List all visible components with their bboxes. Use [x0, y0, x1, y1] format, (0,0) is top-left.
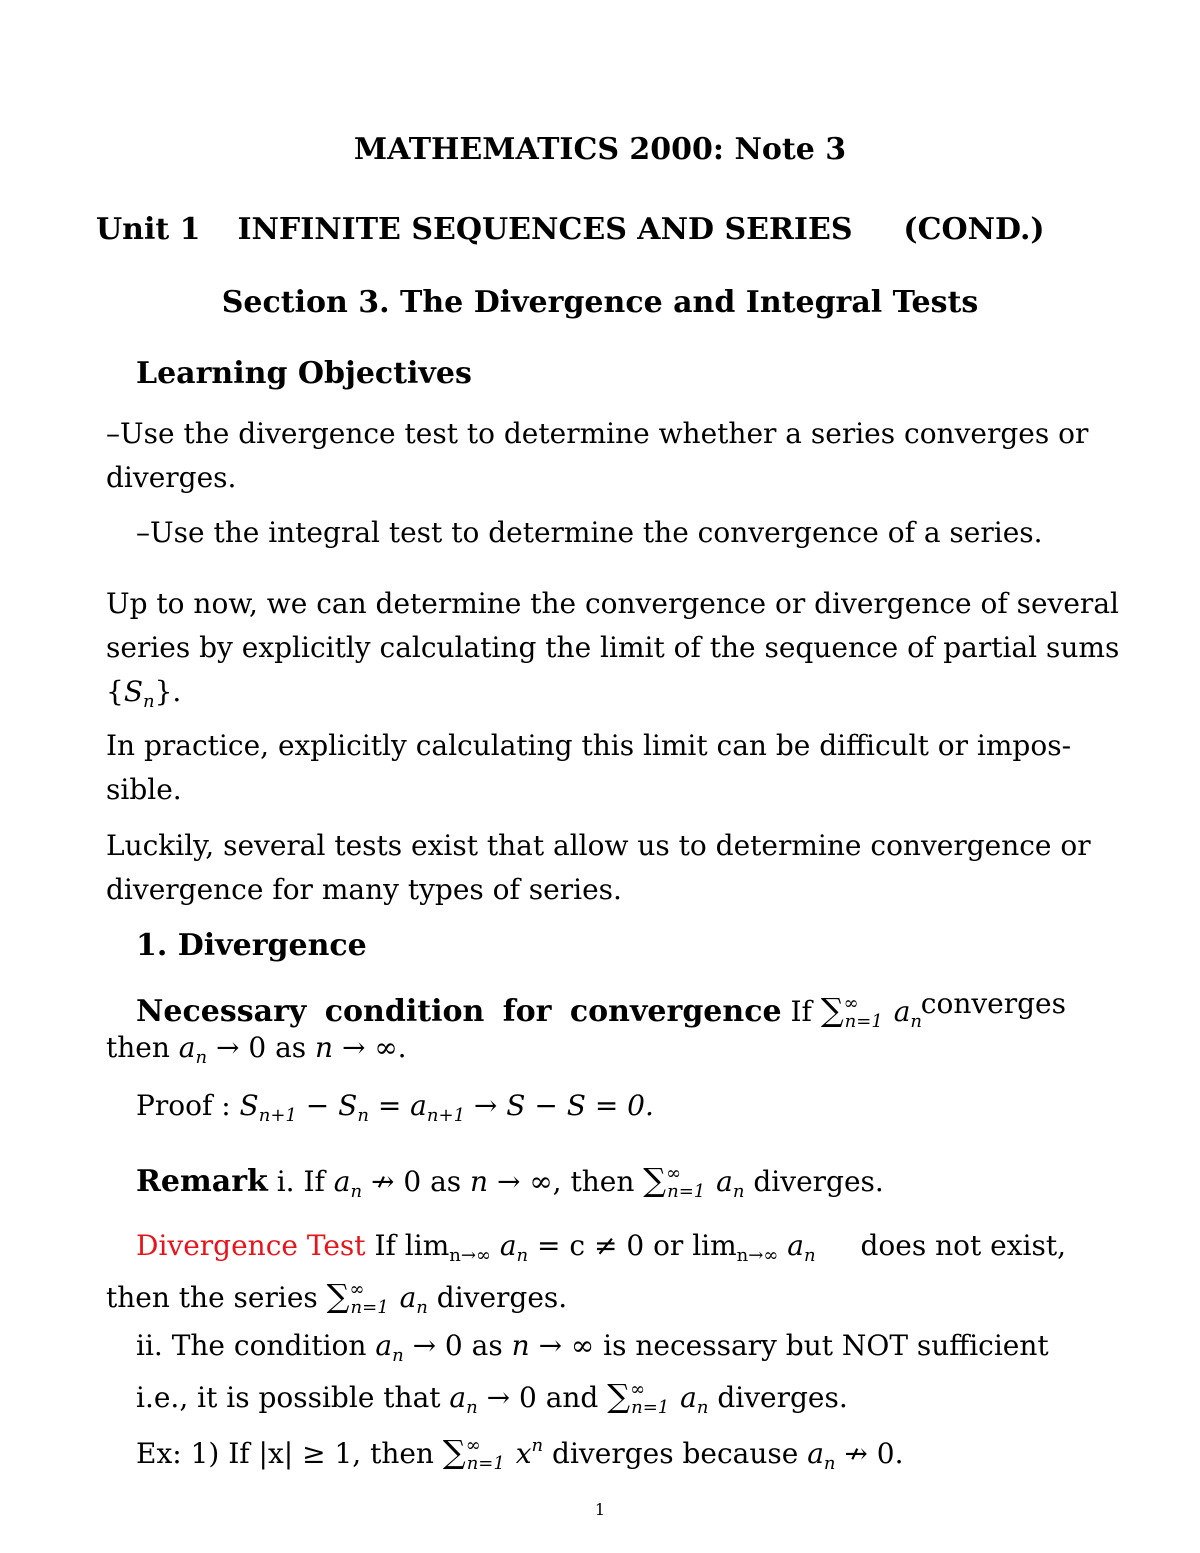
objectives-heading: Learning Objectives — [136, 356, 472, 391]
para1-line-1: Up to now, we can determine the convergence or divergence of several — [106, 587, 1119, 620]
objective-1-line-2: diverges. — [106, 461, 237, 494]
divergence-test-label: Divergence Test — [136, 1229, 366, 1262]
page-title: MATHEMATICS 2000: Note 3 — [353, 132, 847, 167]
unit-name: INFINITE SEQUENCES AND SERIES — [237, 212, 853, 247]
text-if: If — [790, 995, 812, 1028]
remark-label: Remark — [136, 1164, 268, 1199]
para2-line-2: sible. — [106, 773, 182, 806]
var-s: S — [123, 675, 144, 708]
brace-close: }. — [154, 675, 182, 708]
necessary-condition-line-2: then $a_n \to 0$ as n → ∞. — [106, 1031, 407, 1068]
example-line: Ex: 1) If |x| ≥ 1, then $\sum^\infty_{n=1}$ $x^n$ diverges because $a_n$ ↛ 0. — [136, 1433, 904, 1474]
unit-heading — [96, 212, 1086, 248]
condition-line-1: ii. The condition $a_n \to 0$ as n → ∞ is necessary but NOT sufficient — [136, 1329, 1049, 1366]
para3-line-2: divergence for many types of series. — [106, 873, 622, 906]
unit-label: Unit 1 — [96, 212, 201, 247]
unit-cond: (COND.) — [903, 212, 1045, 247]
page-number: 1 — [594, 1500, 606, 1519]
sub-n: n — [143, 691, 155, 712]
para1-line-2: series by explicitly calculating the limit of the sequence of partial sums — [106, 631, 1120, 664]
sum-symbol: $\sum^\infty_{n=1}$ — [820, 991, 883, 1032]
objective-1-line-1: –Use the divergence test to determine whether a series converges or — [106, 417, 1089, 450]
proof-label: Proof : — [136, 1089, 231, 1122]
remark-line: Remark i. If $a_n$ ↛ 0 as n → ∞, then $\sum^\infty_{n=1}$ $a_n$ diverges. — [136, 1161, 884, 1202]
para3-line-1: Luckily, several tests exist that allow us to determine convergence or — [106, 829, 1091, 862]
condition-line-2: i.e., it is possible that $a_n \to 0$ and $\sum^\infty_{n=1}$ $a_n$ diverges. — [136, 1377, 848, 1418]
necessary-condition-line-1: Necessary condition for convergence If $\sum^\infty_{n=1}$ $a_n$ converges — [136, 986, 1066, 1040]
divergence-test-line-1: Divergence Test If $\lim_{n\to\infty} a_n = c \ne 0$ or $\lim_{n\to\infty} a_n$ does not exist, — [136, 1229, 1066, 1266]
text-converges: converges — [920, 987, 1066, 1020]
divergence-test-line-2: then the series $\sum^\infty_{n=1}$ $a_n$ diverges. — [106, 1277, 568, 1318]
divergence-heading: 1. Divergence — [136, 928, 367, 963]
necessary-condition-label: Necessary condition for convergence — [136, 994, 782, 1029]
proof-line: Proof : $S_{n+1} - S_n = a_{n+1} \to S - S = 0$. — [136, 1089, 654, 1126]
section-heading: Section 3. The Divergence and Integral Tests — [221, 285, 979, 320]
objective-2: –Use the integral test to determine the convergence of a series. — [136, 516, 1043, 549]
para2-line-1: In practice, explicitly calculating this limit can be difficult or impos- — [106, 729, 1072, 762]
para1-line-3 — [106, 674, 1066, 720]
brace-open: { — [106, 675, 124, 708]
